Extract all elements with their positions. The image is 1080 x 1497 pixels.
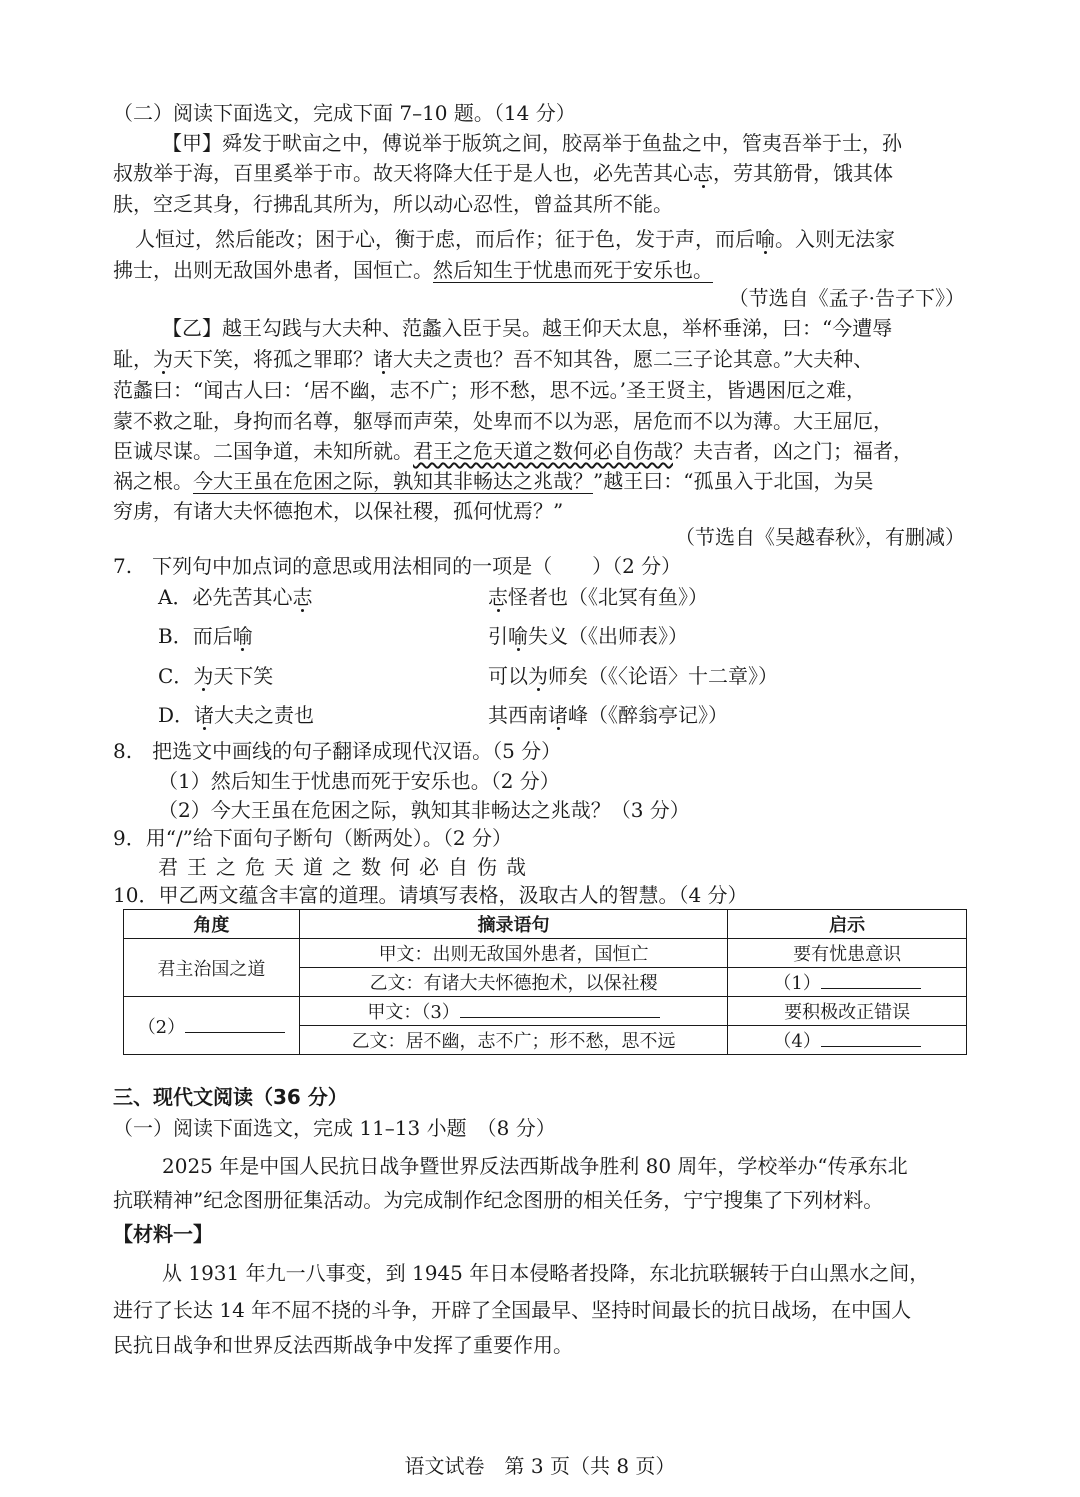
answer-blank[interactable]: [821, 1028, 921, 1047]
table-cell-angle-blank-2[interactable]: （2）: [124, 997, 300, 1055]
section3-title: 三、现代文阅读（36 分）: [113, 1085, 348, 1109]
table-header-angle: 角度: [124, 910, 300, 939]
table-cell-insight-blank-1[interactable]: （1）: [728, 968, 967, 997]
q9-sentence: 君王之危天道之数何必自伤哉: [158, 855, 535, 879]
q7-option-d-right: 其西南诸峰（《醉翁亭记》）: [488, 703, 728, 727]
jia-line-3: 肤，空乏其身，行拂乱其所为，所以动心忍性，曾益其所不能。: [113, 192, 673, 216]
q10-table: [123, 909, 967, 1055]
q8-sub-2: （2）今大王虽在危困之际，孰知其非畅达之兆哉？（3 分）: [158, 798, 690, 822]
yi-source: （节选自《吴越春秋》，有删减）: [675, 525, 965, 549]
q7-option-c-left: C．为天下笑: [158, 664, 274, 688]
table-cell-insight-blank-4[interactable]: （4）: [728, 1026, 967, 1055]
intro-line-1: 2025 年是中国人民抗日战争暨世界反法西斯战争胜利 80 周年，学校举办“传承东北: [162, 1154, 908, 1178]
yi-line-6: 祸之根。今大王虽在危困之际，孰知其非畅达之兆哉？”越王曰：“孤虽入于北国，为吴: [113, 469, 874, 493]
material-line-2: 进行了长达 14 年不屈不挠的斗争，开辟了全国最早、坚持时间最长的抗日战场，在中国人: [113, 1298, 912, 1322]
section3-subheader: （一）阅读下面选文，完成 11–13 小题 （8 分）: [113, 1116, 556, 1140]
wavy-sentence: 君王之危天道之数何必自伤哉: [413, 439, 673, 463]
answer-blank[interactable]: [185, 1014, 285, 1033]
material-line-1: 从 1931 年九一八事变，到 1945 年日本侵略者投降，东北抗联辗转于白山黑水之间，: [162, 1261, 930, 1285]
underlined-sentence-1: 然后知生于忧患而死于安乐也。: [433, 258, 713, 282]
q8-stem: 8. 把选文中画线的句子翻译成现代汉语。（5 分）: [113, 739, 562, 763]
table-cell-quote-blank-3[interactable]: 甲文：（3）: [299, 997, 727, 1026]
q7-option-a-left: A．必先苦其心志: [158, 585, 313, 609]
page-footer: 语文试卷 第 3 页（共 8 页）: [404, 1454, 676, 1478]
jia-line-2: 叔敖举于海，百里奚举于市。故天将降大任于是人也，必先苦其心志，劳其筋骨，饿其体: [113, 161, 893, 185]
intro-line-2: 抗联精神”纪念图册征集活动。为完成制作纪念图册的相关任务，宁宁搜集了下列材料。: [113, 1188, 884, 1212]
table-cell-quote: 乙文：居不幽，志不广；形不愁，思不远: [299, 1026, 727, 1055]
yi-line-4: 蒙不救之耻，身拘而名尊，躯辱而声荣，处卑而不以为恶，居危而不以为薄。大王屈厄，: [113, 409, 893, 433]
table-cell-quote: 甲文：出则无敌国外患者，国恒亡: [299, 939, 727, 968]
q7-option-a-right: 志怪者也（《北冥有鱼》）: [488, 585, 708, 609]
yi-line-7: 穷虏，有诸大夫怀德抱术，以保社稷，孤何忧焉？”: [113, 499, 564, 523]
q7-stem: 7. 下列句中加点词的意思或用法相同的一项是（ ）（2 分）: [113, 554, 682, 578]
answer-blank[interactable]: [821, 970, 921, 989]
q9-stem: 9．用“/”给下面句子断句（断两处）。（2 分）: [113, 826, 512, 850]
table-cell-angle-1: 君主治国之道: [124, 939, 300, 997]
table-cell-insight: 要积极改正错误: [728, 997, 967, 1026]
underlined-sentence-2: 今大王虽在危困之际，孰知其非畅达之兆哉？: [193, 469, 593, 493]
jia-source: （节选自《孟子·告子下》）: [728, 286, 965, 310]
table-header-insight: 启示: [728, 910, 967, 939]
table-cell-quote: 乙文：有诸大夫怀德抱术，以保社稷: [299, 968, 727, 997]
yi-line-5: 臣诚尽谋。二国争道，未知所就。君王之危天道之数何必自伤哉？夫吉者，凶之门；福者，: [113, 439, 913, 463]
jia-line-1: 【甲】舜发于畎亩之中，傅说举于版筑之间，胶鬲举于鱼盐之中，管夷吾举于士，孙: [162, 131, 902, 155]
answer-blank[interactable]: [460, 999, 660, 1018]
q10-stem: 10．甲乙两文蕴含丰富的道理。请填写表格，汲取古人的智慧。（4 分）: [113, 883, 748, 907]
yi-line-2: 耻，为天下笑，将孤之罪耶？诸大夫之责也？吾不知其咎，愿二三子论其意。”大夫种、: [113, 347, 874, 371]
jia-line-4: 人恒过，然后能改；困于心，衡于虑，而后作；征于色，发于声，而后喻。入则无法家: [135, 227, 895, 251]
q8-sub-1: （1）然后知生于忧患而死于安乐也。（2 分）: [158, 769, 560, 793]
yi-line-3: 范蠡曰：“闻古人曰：‘居不幽，志不广；形不愁，思不远。’圣王贤主，皆遇困厄之难，: [113, 378, 866, 402]
material-line-3: 民抗日战争和世界反法西斯战争中发挥了重要作用。: [113, 1333, 573, 1357]
q7-option-b-left: B．而后喻: [158, 624, 253, 648]
q7-option-d-left: D．诸大夫之责也: [158, 703, 315, 727]
section-header: （二）阅读下面选文，完成下面 7–10 题。（14 分）: [113, 101, 576, 125]
jia-line-5: 拂士，出则无敌国外患者，国恒亡。然后知生于忧患而死于安乐也。: [113, 258, 713, 282]
q7-option-c-right: 可以为师矣（《〈论语〉十二章》）: [488, 664, 778, 688]
table-header-quote: 摘录语句: [299, 910, 727, 939]
yi-line-1: 【乙】越王勾践与大夫种、范蠡入臣于吴。越王仰天太息，举杯垂涕，曰：“今遭辱: [162, 316, 893, 340]
q7-option-b-right: 引喻失义（《出师表》）: [488, 624, 688, 648]
table-cell-insight: 要有忧患意识: [728, 939, 967, 968]
material-heading: 【材料一】: [113, 1222, 213, 1246]
